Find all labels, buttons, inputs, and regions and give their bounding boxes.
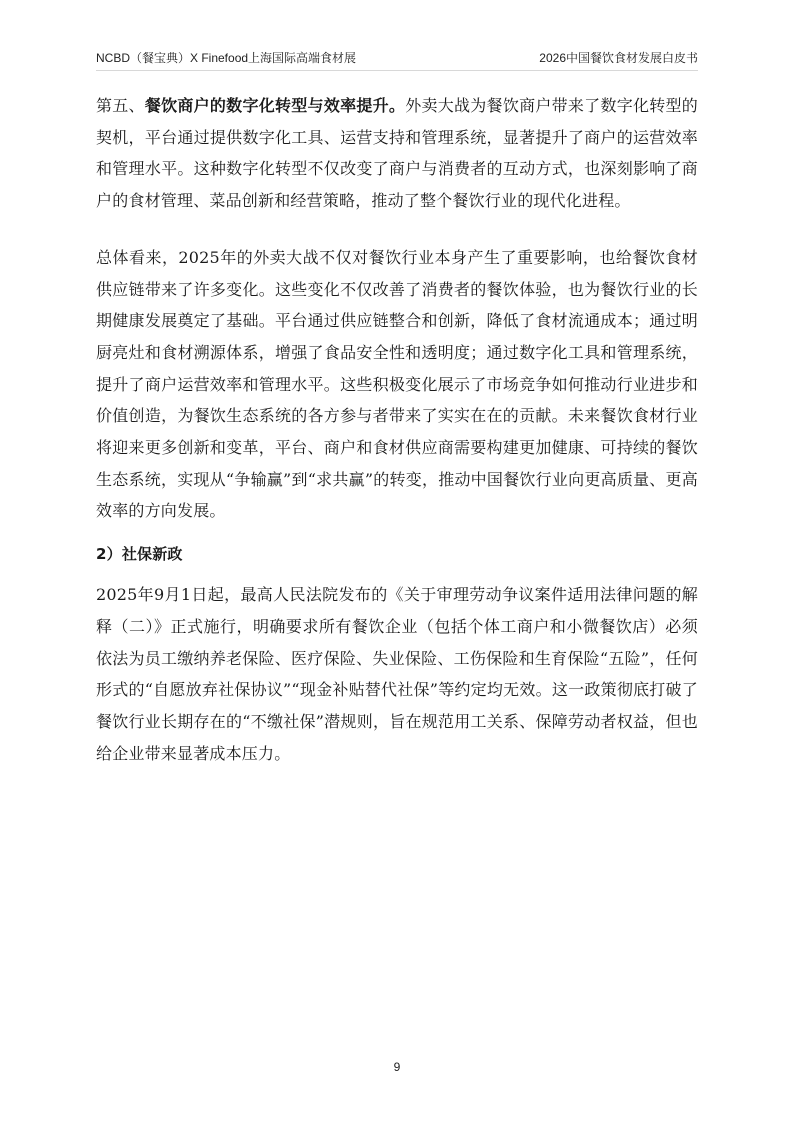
page-body	[96, 90, 698, 769]
paragraph-lead: 第五、	[96, 96, 145, 115]
paragraph-text: 外卖大战为餐饮商户带来了数字化转型的契机，平台通过提供数字化工具、运营支持和管理系统，显著提升了商户的运营效率和管理水平。这种数字化转型不仅改变了商户与消费者的互动方式，也深刻影响了商户的食材管理、菜品创新和经营策略，推动了整个餐饮行业的现代化进程。	[96, 96, 699, 211]
paragraph-digital-transformation	[96, 90, 698, 217]
paragraph-social-security: 2025年9月1日起，最高人民法院发布的《关于审理劳动争议案件适用法律问题的解释（二）》正式施行，明确要求所有餐饮企业（包括个体工商户和小微餐饮店）必须依法为员工缴纳养老保险、医疗保险、失业保险、工伤保险和生育保险“五险”，任何形式的“自愿放弃社保协议”“现金补贴替代社保”等约定均无效。这一政策彻底打破了餐饮行业长期存在的“不缴社保”潜规则，旨在规范用工关系、保障劳动者权益，但也给企业带来显著成本压力。	[96, 585, 698, 763]
paragraph-emphasis: 餐饮商户的数字化转型与效率提升。	[144, 96, 406, 115]
page-number: 9	[393, 1060, 401, 1074]
header-divider	[96, 70, 698, 71]
paragraph-summary: 总体看来，2025年的外卖大战不仅对餐饮行业本身产生了重要影响，也给餐饮食材供应链带来了许多变化。这些变化不仅改善了消费者的餐饮体验，也为餐饮行业的长期健康发展奠定了基础。平台通过供应链整合和创新，降低了食材流通成本；通过明厨亮灶和食材溯源体系，增强了食品安全性和透明度；通过数字化工具和管理系统，提升了商户运营效率和管理水平。这些积极变化展示了市场竞争如何推动行业进步和价值创造，为餐饮生态系统的各方参与者带来了实实在在的贡献。未来餐饮食材行业将迎来更多创新和变革，平台、商户和食材供应商需要构建更加健康、可持续的餐饮生态系统，实现从“争输赢”到“求共赢”的转变，推动中国餐饮行业向更高质量、更高效率的方向发展。	[96, 247, 698, 521]
page-header	[96, 49, 698, 67]
header-right-title: 2026中国餐饮食材发展白皮书	[539, 51, 698, 65]
header-left-title: NCBD（餐宝典）X Finefood上海国际高端食材展	[96, 51, 357, 65]
section-subheading: 2）社保新政	[96, 545, 183, 564]
